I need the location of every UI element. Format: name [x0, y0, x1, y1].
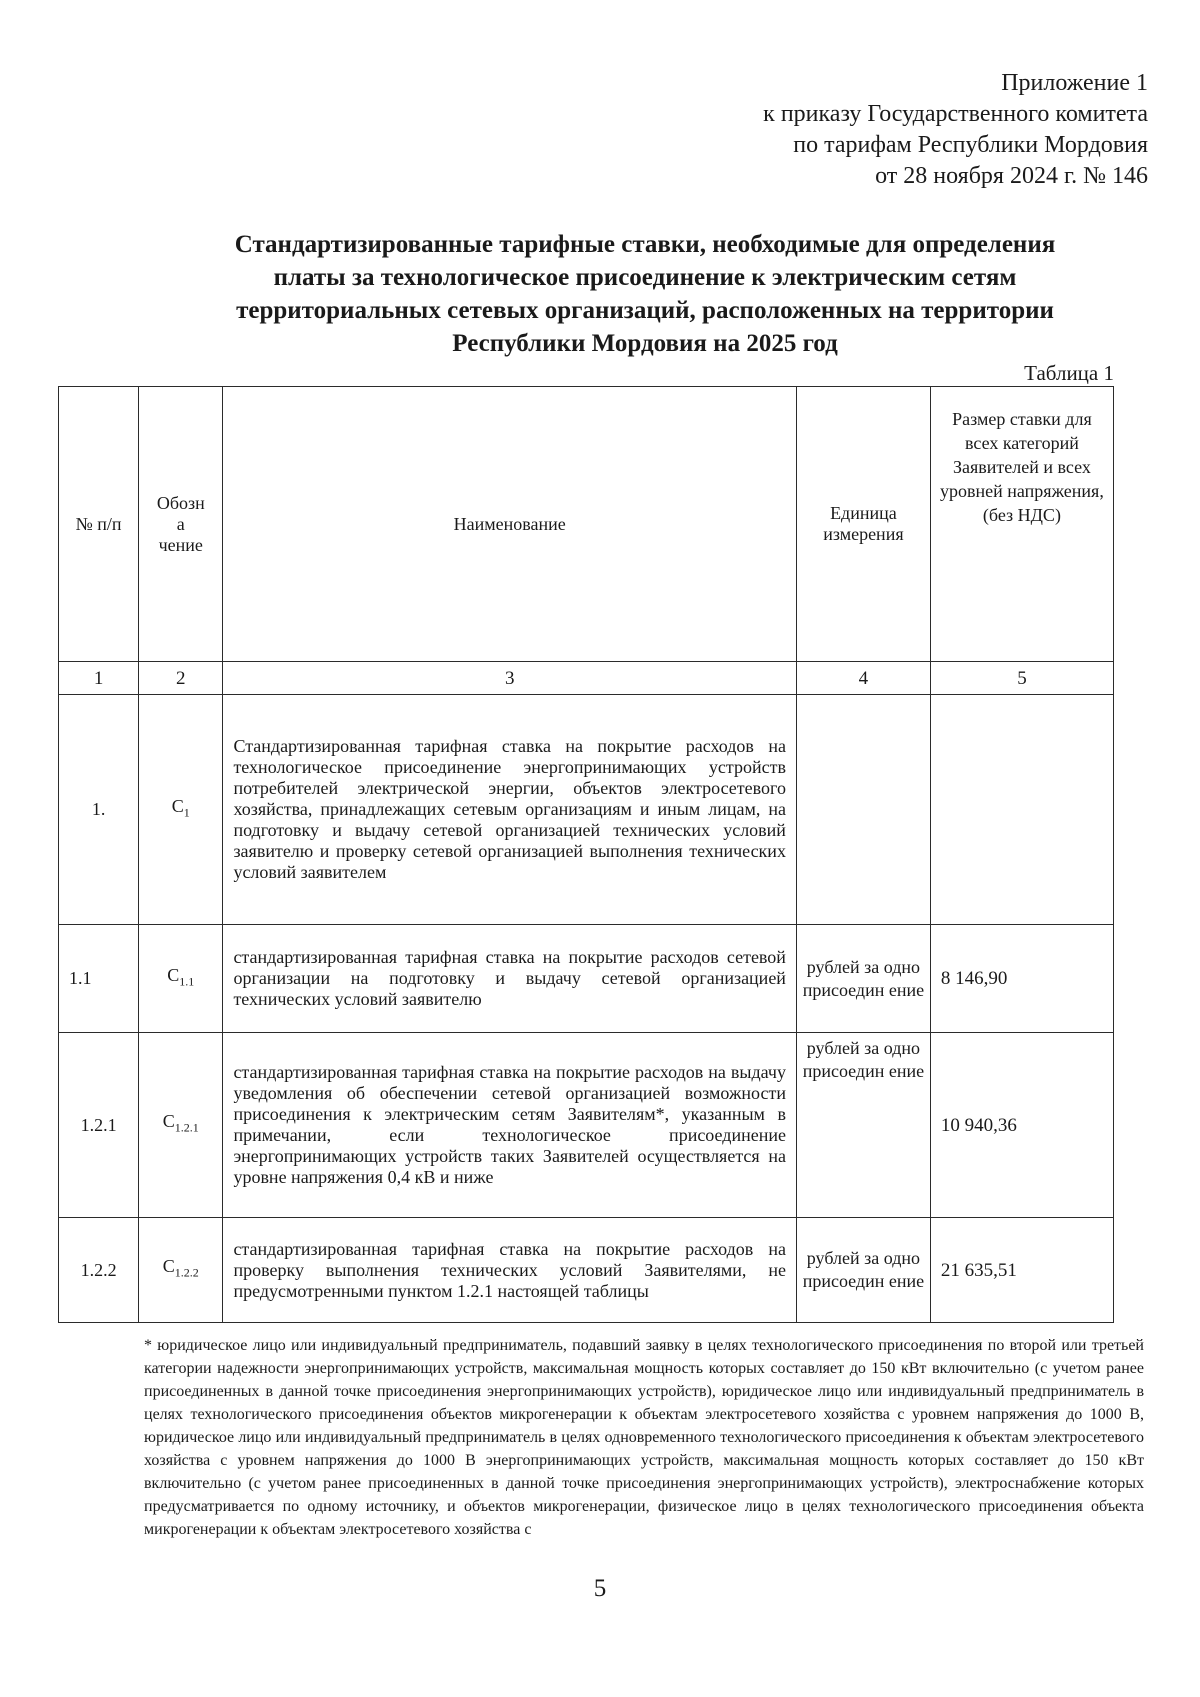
row-name: стандартизированная тарифная ставка на покрытие расходов на выдачу уведомления об обеспечении сетевой организацией возможности присоединения к электрическим сетям Заявителям*, указанным в примечании, если технологическое присоединение энергопринимающих устройств таких Заявителей осуществляется на уровне напряжения 0,4 кВ и ниже	[223, 1033, 797, 1218]
table-row	[59, 925, 1114, 1033]
appendix-line: Приложение 1	[1001, 70, 1148, 96]
title-line: территориальных сетевых организаций, расположенных на территории	[236, 297, 1054, 324]
header-code	[139, 387, 223, 662]
row-code: $С_1$	[139, 695, 223, 925]
row-num: 1.1	[59, 925, 139, 1033]
appendix-line: от 28 ноября 2024 г. № 146	[875, 163, 1148, 189]
table-caption: Таблица 1	[1024, 361, 1114, 385]
row-rate: 10 940,36	[930, 1033, 1113, 1218]
column-number: 5	[930, 662, 1113, 695]
row-code: $С_{1.1}$	[139, 925, 223, 1033]
header-num: № п/п	[59, 387, 139, 662]
header-unit	[796, 387, 930, 662]
row-rate: 8 146,90	[930, 925, 1113, 1033]
header-rate-size: Размер ставки для всех категорий Заявителей и всех уровней напряжения, (без НДС)	[930, 387, 1113, 662]
row-num: 1.	[59, 695, 139, 925]
row-rate	[930, 695, 1113, 925]
column-number: 2	[139, 662, 223, 695]
row-unit: рублей за одно присоедин ение	[796, 1033, 930, 1218]
column-number: 4	[796, 662, 930, 695]
column-number-row	[59, 662, 1114, 695]
row-unit: рублей за одно присоедин ение	[796, 1218, 930, 1323]
table-header-row	[59, 387, 1114, 662]
row-code: $С_{1.2.2}$	[139, 1218, 223, 1323]
column-number: 1	[59, 662, 139, 695]
table-row	[59, 1033, 1114, 1218]
row-num: 1.2.2	[59, 1218, 139, 1323]
row-rate: 21 635,51	[930, 1218, 1113, 1323]
table-row	[59, 1218, 1114, 1323]
appendix-line: по тарифам Республики Мордовия	[793, 132, 1148, 158]
header-unit-part: измерения	[823, 524, 904, 544]
row-unit	[796, 695, 930, 925]
header-unit-part: Единица	[830, 503, 897, 523]
row-name: стандартизированная тарифная ставка на покрытие расходов на проверку выполнения технических условий Заявителями, не предусмотренными пунктом 1.2.1 настоящей таблицы	[223, 1218, 797, 1323]
row-num: 1.2.1	[59, 1033, 139, 1218]
row-name: Стандартизированная тарифная ставка на покрытие расходов на технологическое присоединение энергопринимающих устройств потребителей электрической энергии, объектов электросетевого хозяйства, принадлежащих сетевым организациям и иным лицам, на подготовку и выдачу сетевой организацией технических условий заявителю и проверку сетевой организацией выполнения технических условий заявителем	[223, 695, 797, 925]
header-code-part: а	[176, 513, 185, 534]
title-line: платы за технологическое присоединение к электрическим сетям	[273, 264, 1017, 291]
appendix-line: к приказу Государственного комитета	[763, 101, 1148, 127]
appendix-header	[763, 68, 1148, 192]
title-line: Республики Мордовия на 2025 год	[452, 330, 838, 357]
header-code-part: Обозн	[156, 492, 205, 513]
document-title	[150, 228, 1140, 360]
footnote: * юридическое лицо или индивидуальный предприниматель, подавший заявку в целях технологического присоединения по второй или третьей категории надежности энергопринимающих устройств, максимальная мощность которых составляет до 150 кВт включительно (с учетом ранее присоединенных в данной точке присоединения энергопринимающих устройств), юридическое лицо или индивидуальный предприниматель в целях технологического присоединения объектов микрогенерации к объектам электросетевого хозяйства с уровнем напряжения до 1000 В, юридическое лицо или индивидуальный предприниматель в целях одновременного технологического присоединения к объектам электросетевого хозяйства с уровнем напряжения до 1000 В энергопринимающих устройств, максимальная мощность которых составляет до 150 кВт включительно (с учетом ранее присоединенных в данной точке присоединения энергопринимающих устройств), электроснабжение которых предусматривается по одному источнику, и объектов микрогенерации, физическое лицо в целях технологического присоединения объекта микрогенерации к объектам электросетевого хозяйства с	[144, 1337, 1144, 1538]
row-unit: рублей за одно присоедин ение	[796, 925, 930, 1033]
table-row	[59, 695, 1114, 925]
row-name: стандартизированная тарифная ставка на покрытие расходов сетевой организации на подготовку и выдачу сетевой организацией технических условий заявителю	[223, 925, 797, 1033]
header-code-part: чение	[158, 534, 203, 555]
page-number: 5	[593, 1575, 607, 1602]
column-number: 3	[223, 662, 797, 695]
header-name: Наименование	[223, 387, 797, 662]
rates-table	[58, 386, 1114, 1323]
row-code: $С_{1.2.1}$	[139, 1033, 223, 1218]
title-line: Стандартизированные тарифные ставки, необходимые для определения	[234, 231, 1056, 258]
